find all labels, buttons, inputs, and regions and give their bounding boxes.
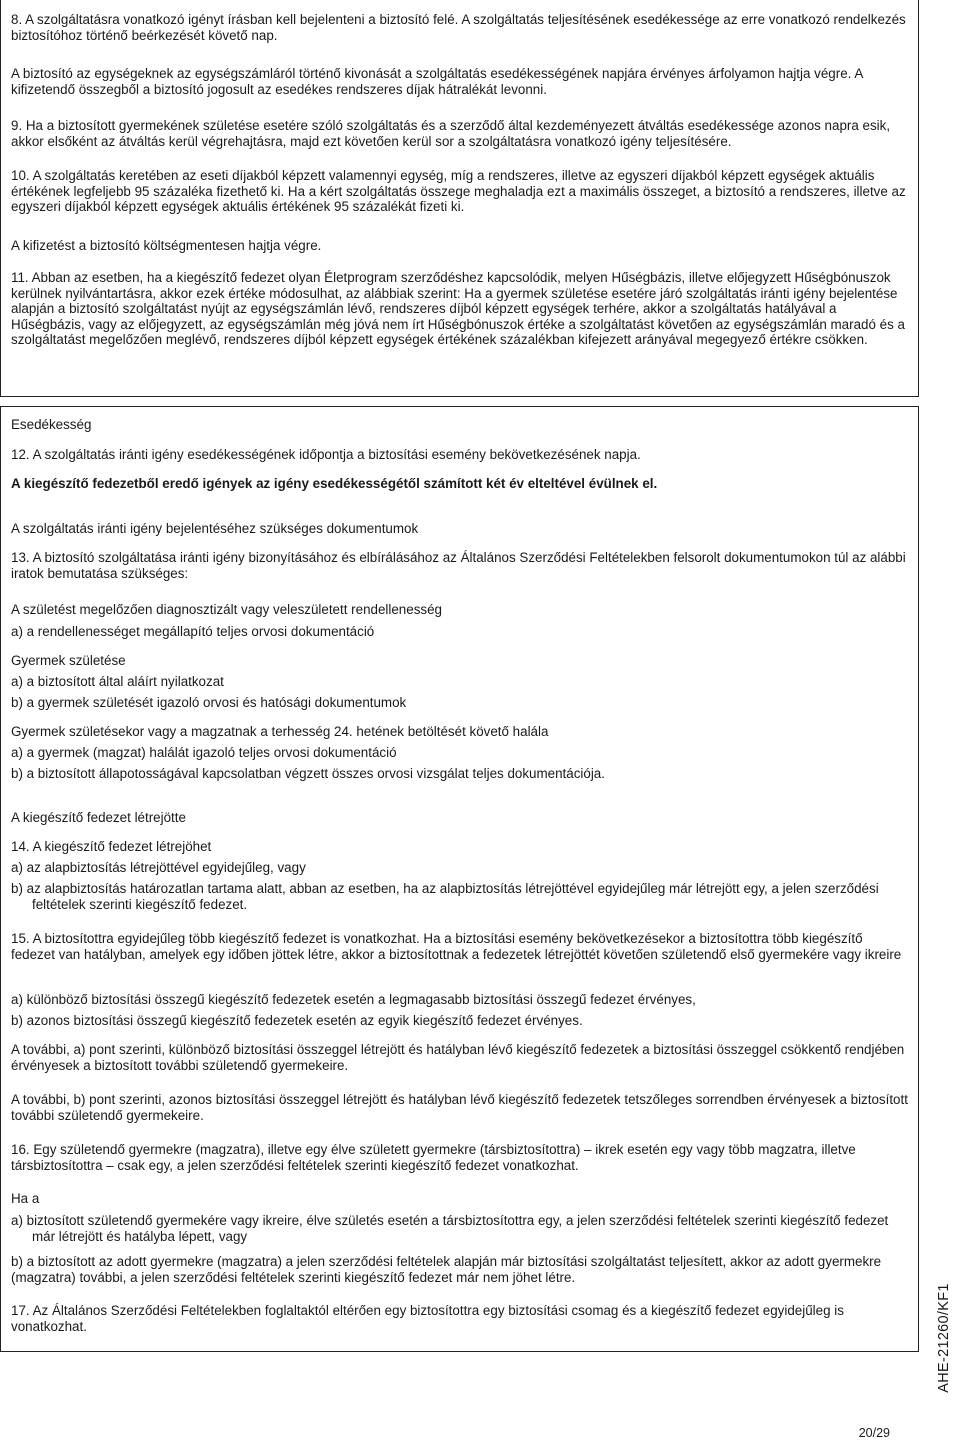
heading-rendellenesseg: A születést megelőzően diagnosztizált vagy veleszületett rendellenesség [11,602,442,617]
paragraph-15: 15. A biztosítottra egyidejűleg több kiegészítő fedezet is vonatkozhat. Ha a biztosítási esemény bekövetkezésekor a biztosítottra több kiegészítő fedezet van hatályban, amelyek egy időben jöttek létre, akkor a biztosítottnak a fedezetek létrejöttét követően születendő első gyermekére vagy ikreire [11,931,902,962]
list-item-halal-b: b) a biztosított állapotosságával kapcsolatban végzett összes orvosi vizsgálat teljes dokumentációja. [11,766,605,781]
document-code-text: AHE-21260/KF1 [936,1283,952,1393]
paragraph-14: 14. A kiegészítő fedezet létrejöhet [11,839,212,854]
page-number: 20/29 [858,1426,890,1440]
paragraph-11: 11. Abban az esetben, ha a kiegészítő fedezet olyan Életprogram szerződéshez kapcsolódik, melyen Hűségbázis, illetve előjegyzett Hűségbónuszok kerülnek nyilvántartásra, akkor ezek értéke módosulhat, az alábbiak szerint: Ha a gyermek születése esetére járó szolgáltatás iránti igény bejelentése alapján a biztosító szolgáltatást nyújt az egységszámlán lévő, rendszeres díjból képzett egységek terhére, akkor a szolgáltatás hatályával a Hűségbázis, vagy az előjegyzett, az egységszámlán még jóvá nem írt Hűségbónuszok értéke a szolgáltatást követően az egységszámlán maradó és a szolgáltatást megelőzően meglévő, rendszeres díjból képzett egységek értékének százalékban kifejezett arányával megegyező értékre csökken. [11,270,905,348]
heading-esedekesseg: Esedékesség [11,417,92,432]
list-item-szuletes-b: b) a gyermek születését igazoló orvosi és hatósági dokumentumok [11,695,407,710]
paragraph-15-continued-a: A további, a) pont szerinti, különböző biztosítási összeggel létrejött és hatályban lévő kiegészítő fedezetek a biztosítási összeggel csökkentő rendjében érvényesek a biztosított további születendő gyermekeire. [11,1042,905,1073]
list-item-16-a: a) biztosított születendő gyermekére vagy ikreire, élve születés esetén a társbiztosítottra egy, a jelen szerződési feltételek szerinti kiegészítő fedezet már létrejött és hatályba lépett, vagy [11,1213,889,1244]
paragraph-13: 13. A biztosító szolgáltatása iránti igény bizonyításához és elbírálásához az Általános Szerződési Feltételekben felsorolt dokumentumokon túl az alábbi iratok bemutatása szükséges: [11,550,906,581]
paragraph-15-continued-b: A további, b) pont szerinti, azonos biztosítási összeggel létrejött és hatályban lévő kiegészítő fedezetek tetszőleges sorrendben érvényesek a biztosított további születendő gyermekeire. [11,1092,908,1123]
document-code [929,1282,959,1394]
heading-letrejotte: A kiegészítő fedezet létrejötte [11,810,186,825]
list-item-15-a: a) különböző biztosítási összegű kiegészítő fedezetek esetén a legmagasabb biztosítási összegű fedezet érvényes, [11,992,696,1007]
list-item-15-b: b) azonos biztosítási összegű kiegészítő fedezetek esetén az egyik kiegészítő fedezet érvényes. [11,1013,583,1028]
heading-documents: A szolgáltatás iránti igény bejelentéséhez szükséges dokumentumok [11,521,419,536]
list-item-halal-a: a) a gyermek (magzat) halálát igazoló teljes orvosi dokumentáció [11,745,397,760]
list-item-szuletes-a: a) a biztosított által aláírt nyilatkozat [11,674,224,689]
list-item-14-a: a) az alapbiztosítás létrejöttével egyidejűleg, vagy [11,860,306,875]
paragraph-16: 16. Egy születendő gyermekre (magzatra), illetve egy élve született gyermekre (társbiztosítottra) – ikrek esetén egy vagy több magzatra, illetve társbiztosítottra – csak egy, a jelen szerződési feltételek szerinti kiegészítő fedezet vonatkozhat. [11,1142,856,1173]
paragraph-10-continued: A kifizetést a biztosító költségmentesen hajtja végre. [11,238,322,253]
list-item-rendellenesseg-a: a) a rendellenességet megállapító teljes orvosi dokumentáció [11,624,375,639]
list-item-14-b: b) az alapbiztosítás határozatlan tartama alatt, abban az esetben, ha az alapbiztosítás létrejöttével egyidejűleg már létrejött egy, a jelen szerződési feltételek szerinti kiegészítő fedezet. [11,881,879,912]
paragraph-17: 17. Az Általános Szerződési Feltételekben foglaltaktól eltérően egy biztosítottra egy biztosítási csomag és a kiegészítő fedezet egyidejűleg is vonatkozhat. [11,1303,844,1334]
section-box-lower [0,406,919,1352]
paragraph-8-continued: A biztosító az egységeknek az egységszámláról történő kivonását a szolgáltatás esedékességének napjára érvényes árfolyamon hajtja végre. A kifizetendő összegből a biztosító jogosult az esedékes rendszeres díjak hátralékát levonni. [11,66,863,97]
paragraph-16-ha-a: Ha a [11,1191,40,1206]
list-item-16-b: b) a biztosított az adott gyermekre (magzatra) a jelen szerződési feltételek alapján már biztosítási szolgáltatást teljesített, akkor az adott gyermekre (magzatra) további, a jelen szerződési feltételek szerinti kiegészítő fedezet már nem jöhet létre. [11,1254,882,1285]
paragraph-12: 12. A szolgáltatás iránti igény esedékességének időpontja a biztosítási esemény bekövetkezésének napja. [11,447,641,462]
heading-halal: Gyermek születésekor vagy a magzatnak a terhesség 24. hetének betöltését követő halála [11,724,549,739]
paragraph-9: 9. Ha a biztosított gyermekének születése esetére szóló szolgáltatás és a szerződő által kezdeményezett átváltás esedékessége azonos napra esik, akkor elsőként az átváltás kerül végrehajtásra, majd ezt követően kerül sor a szolgáltatásra vonatkozó igény teljesítésére. [11,118,891,149]
section-box-upper [0,0,919,397]
paragraph-10: 10. A szolgáltatás keretében az eseti díjakból képzett valamennyi egység, míg a rendszeres, illetve az egyszeri díjakból képzett egységek aktuális értékének legfeljebb 95 százaléka fizethető ki. Ha a kért szolgáltatás összege meghaladja ezt a maximális összeget, a biztosító a rendszeres, illetve az egyszeri díjakból képzett egységek aktuális értékének 95 százalékát fizeti ki. [11,168,906,215]
paragraph-12-bold: A kiegészítő fedezetből eredő igények az igény esedékességétől számított két év elteltével évülnek el. [11,476,658,491]
paragraph-8: 8. A szolgáltatásra vonatkozó igényt írásban kell bejelenteni a biztosító felé. A szolgáltatás teljesítésének esedékessége az erre vonatkozó rendelkezés biztosítóhoz történő beérkezését követő nap. [11,12,906,43]
heading-gyermek-szuletese: Gyermek születése [11,653,126,668]
